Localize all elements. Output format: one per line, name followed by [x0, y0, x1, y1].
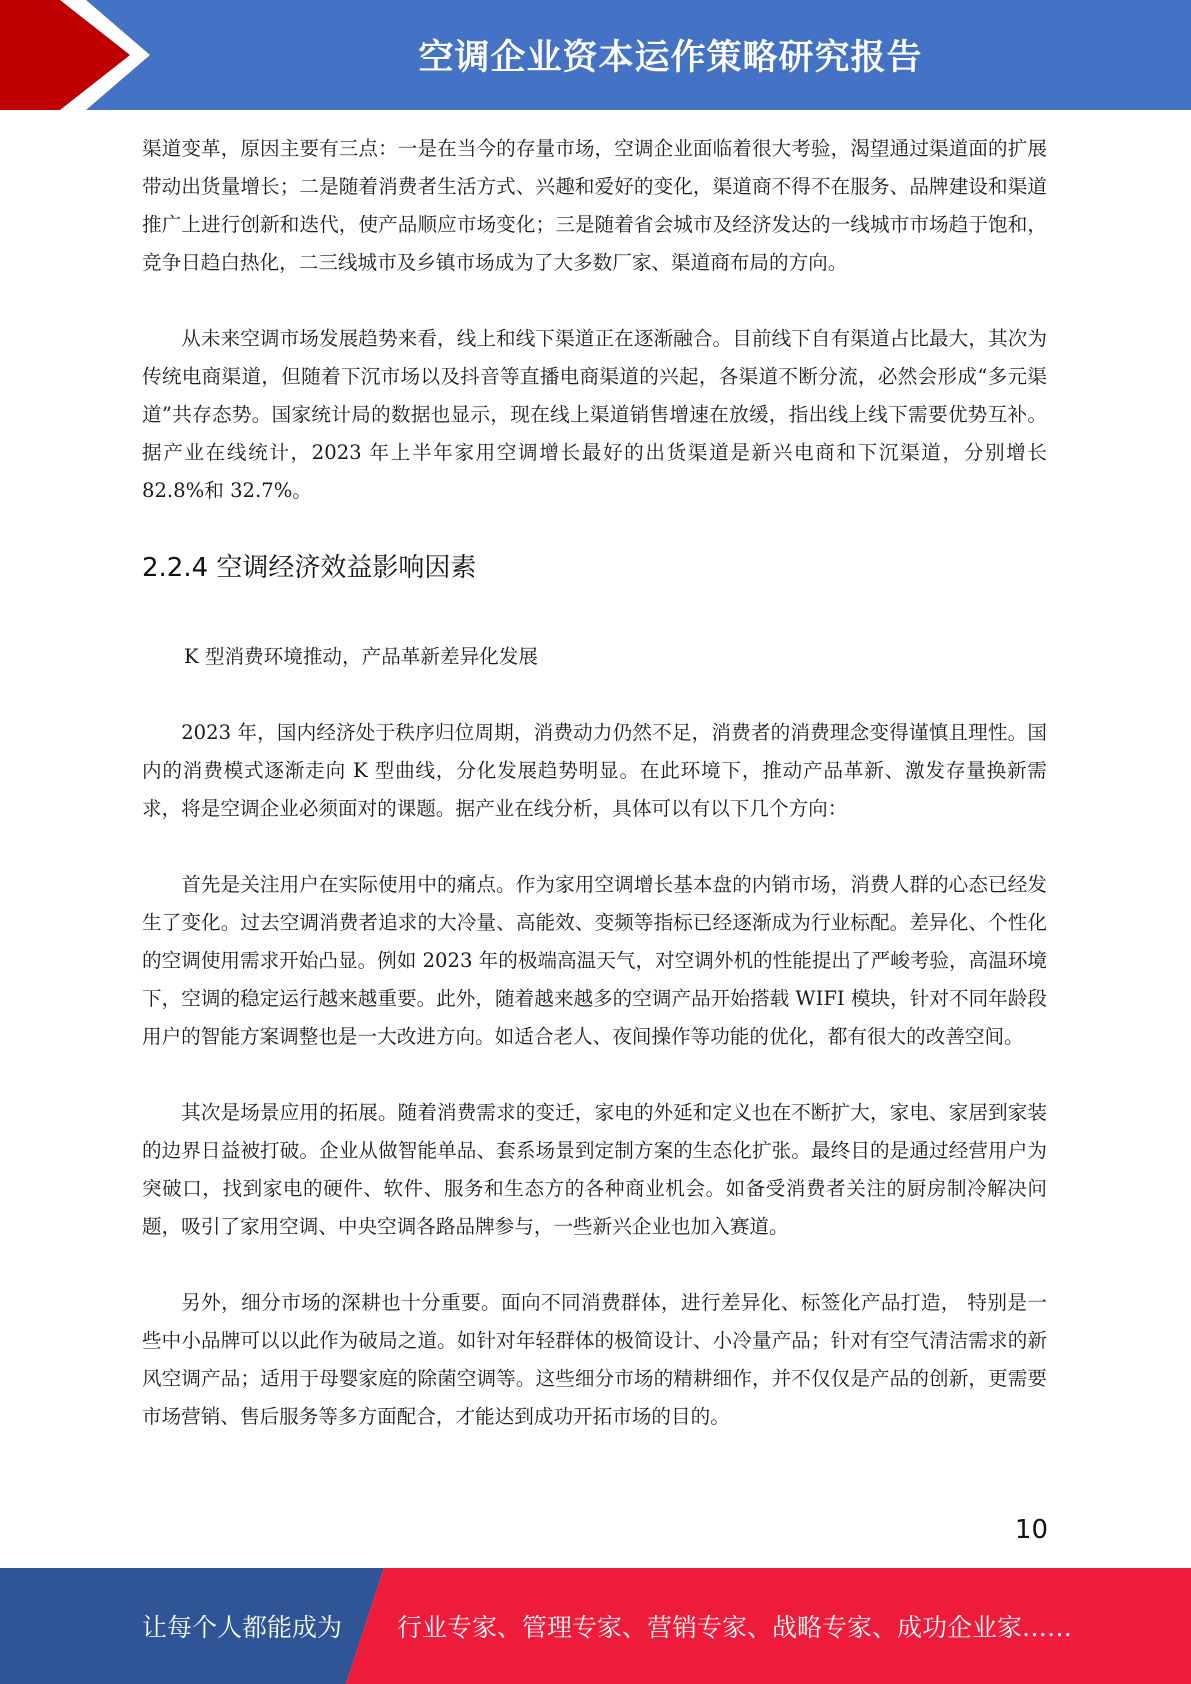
paragraph-user-pain-points: 首先是关注用户在实际使用中的痛点。作为家用空调增长基本盘的内销市场，消费人群的心态已经发生了变化。过去空调消费者追求的大冷量、高能效、变频等指标已经逐渐成为行业标配。差异化、个性化的空调使用需求开始凸显。例如 2023 年的极端高温天气，对空调外机的性能提出了严峻考验，高温环境下，空调的稳定运行越来越重要。此外，随着越来越多的空调产品开始搭载 WIFI 模块，针对不同年龄段用户的智能方案调整也是一大改进方向。如适合老人、夜间操作等功能的优化，都有很大的改善空间。 — [142, 873, 1047, 1048]
footer-slogan-right: 行业专家、管理专家、营销专家、战略专家、成功企业家…… — [397, 1613, 1073, 1642]
sub-heading: K 型消费环境推动，产品革新差异化发展 — [184, 645, 538, 668]
paragraph-market-segmentation: 另外，细分市场的深耕也十分重要。面向不同消费群体，进行差异化、标签化产品打造， 特别是一些中小品牌可以以此作为破局之道。如针对年轻群体的极简设计、小冷量产品；针对有空气清洁需求的新风空调产品；适用于母婴家庭的除菌空调等。这些细分市场的精耕细作，并不仅仅是产品的创新，更需要市场营销、售后服务等多方面配合，才能达到成功开拓市场的目的。 — [142, 1291, 1047, 1428]
paragraph-channel-trend: 从未来空调市场发展趋势来看，线上和线下渠道正在逐渐融合。目前线下自有渠道占比最大，其次为传统电商渠道，但随着下沉市场以及抖音等直播电商渠道的兴起，各渠道不断分流，必然会形成“多元渠道”共存态势。国家统计局的数据也显示，现在线上渠道销售增速在放缓，指出线上线下需要优势互补。据产业在线统计，2023 年上半年家用空调增长最好的出货渠道是新兴电商和下沉渠道，分别增长 82.8%和 32.7%。 — [142, 327, 1047, 502]
paragraph-scenario-expansion: 其次是场景应用的拓展。随着消费需求的变迁，家电的外延和定义也在不断扩大，家电、家居到家装的边界日益被打破。企业从做智能单品、套系场景到定制方案的生态化扩张。最终目的是通过经营用户为突破口，找到家电的硬件、软件、服务和生态方的各种商业机会。如备受消费者关注的厨房制冷解决问题，吸引了家用空调、中央空调各路品牌参与，一些新兴企业也加入赛道。 — [142, 1101, 1047, 1238]
page-content — [142, 130, 1047, 1436]
paragraph-consumption-environment: 2023 年，国内经济处于秩序归位周期，消费动力仍然不足，消费者的消费理念变得谨慎且理性。国内的消费模式逐渐走向 K 型曲线，分化发展趋势明显。在此环境下，推动产品革新、激发存量换新需求，将是空调企业必须面对的课题。据产业在线分析，具体可以有以下几个方向： — [142, 721, 1047, 820]
section-heading: 2.2.4 空调经济效益影响因素 — [142, 553, 477, 583]
page-header — [0, 0, 1191, 110]
page-number: 10 — [1014, 1515, 1048, 1545]
page-footer — [0, 1568, 1191, 1684]
footer-slogan-left: 让每个人都能成为 — [142, 1613, 343, 1642]
paragraph-channel-reform: 渠道变革，原因主要有三点：一是在当今的存量市场，空调企业面临着很大考验，渴望通过渠道面的扩展带动出货量增长；二是随着消费者生活方式、兴趣和爱好的变化，渠道商不得不在服务、品牌建设和渠道推广上进行创新和迭代，使产品顺应市场变化；三是随着省会城市及经济发达的一线城市市场趋于饱和，竞争日趋白热化，二三线城市及乡镇市场成为了大多数厂家、渠道商布局的方向。 — [142, 137, 1047, 274]
report-title: 空调企业资本运作策略研究报告 — [418, 38, 923, 78]
